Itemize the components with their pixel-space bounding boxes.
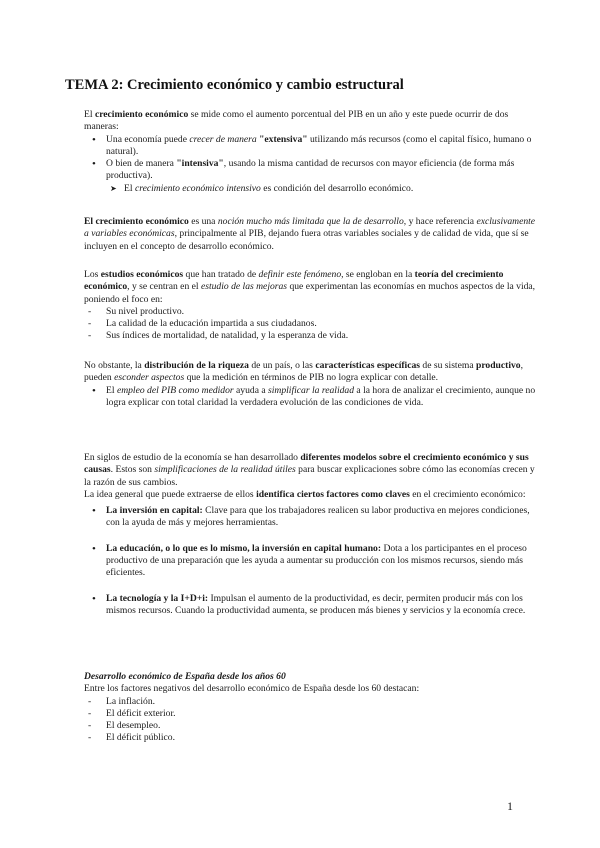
paragraph-text: En siglos de estudio de la economía se han desarrollado diferentes modelos sobre el crecimiento económico y sus causas. Estos son simplificaciones de la realidad útiles para buscar explicaciones sobre cómo las economías crecen y la razón de sus cambios. [84, 452, 535, 488]
list-item: - El déficit público. [84, 732, 542, 744]
sub-list-item: ➤ El crecimiento económico intensivo es condición del desarrollo económico. [110, 182, 414, 194]
bullet-list [90, 134, 542, 183]
paragraph-crecimiento [84, 109, 542, 195]
dash-list [84, 696, 542, 745]
list-item: - Su nivel productivo. [84, 306, 542, 318]
list-item: • O bien de manera "intensiva", usando la misma cantidad de recursos con mayor eficiencia (de forma más productiva). [90, 158, 542, 183]
dash-list [84, 306, 542, 343]
list-item: • La educación, o lo que es lo mismo, la inversión en capital humano: Dota a los participantes en el proceso productivo de una preparación que les ayuda a aumentar su producción con los mismos recursos, siendo más eficientes. [90, 543, 542, 580]
paragraph-nocion [84, 216, 542, 253]
page-title: TEMA 2: Crecimiento económico y cambio estructural [65, 77, 404, 93]
paragraph-text: Los estudios económicos que han tratado de definir este fenómeno, se engloban en la teoría del crecimiento económico, y se centran en el estudio de las mejoras que experimentan las economías en muchos aspectos de la vida, poniendo el foco en: [84, 269, 536, 305]
section-heading: Desarrollo económico de España desde los años 60 [84, 671, 286, 682]
paragraph-text: No obstante, la distribución de la riqueza de un país, o las características específicas de su sistema productivo, pueden esconder aspectos que la medición en términos de PIB no logra explicar con detalle. [84, 360, 523, 384]
list-item: - El desempleo. [84, 720, 542, 732]
list-item: - La inflación. [84, 696, 542, 708]
list-item: - El déficit exterior. [84, 708, 542, 720]
factor-list [90, 505, 542, 617]
paragraph-text: El crecimiento económico es una noción mucho más limitada que la de desarrollo, y hace referencia exclusivamente a variables económicas, principalmente al PIB, dejando fuera otras variables sociales y de calidad de vida, que sí se incluyen en el concepto de desarrollo económico. [84, 216, 536, 252]
list-item: • El empleo del PIB como medidor ayuda a simplificar la realidad a la hora de analizar el crecimiento, aunque no logra explicar con total claridad la verdadera evolución de las condiciones de vida. [90, 385, 542, 410]
bullet-list [90, 385, 542, 410]
section-espana [84, 671, 542, 745]
paragraph-estudios [84, 269, 542, 343]
list-item: • La tecnología y la I+D+i: Impulsan el aumento de la productividad, es decir, permiten producir más con los mismos recursos. Cuando la productividad aumenta, se producen más bienes y servicios y la economía crece. [90, 593, 542, 618]
page-number: 1 [507, 799, 513, 813]
paragraph-text: El crecimiento económico se mide como el aumento porcentual del PIB en un año y este puede ocurrir de dos maneras: [84, 109, 509, 133]
list-item: - La calidad de la educación impartida a sus ciudadanos. [84, 318, 542, 330]
paragraph-modelos [84, 452, 542, 617]
list-item: • Una economía puede crecer de manera "extensiva" utilizando más recursos (como el capital físico, humano o natural). [90, 134, 542, 159]
list-item: • La inversión en capital: Clave para que los trabajadores realicen su labor productiva en mejores condiciones, con la ayuda de más y mejores herramientas. [90, 505, 542, 530]
list-item: - Sus índices de mortalidad, de natalidad, y la esperanza de vida. [84, 330, 542, 342]
arrow-bullet-icon: ➤ [110, 183, 117, 193]
paragraph-text: La idea general que puede extraerse de ellos identifica ciertos factores como claves en el crecimiento económico: [84, 488, 526, 500]
paragraph-distribucion [84, 360, 542, 409]
paragraph-text: Entre los factores negativos del desarrollo económico de España desde los 60 destacan: [84, 683, 420, 695]
